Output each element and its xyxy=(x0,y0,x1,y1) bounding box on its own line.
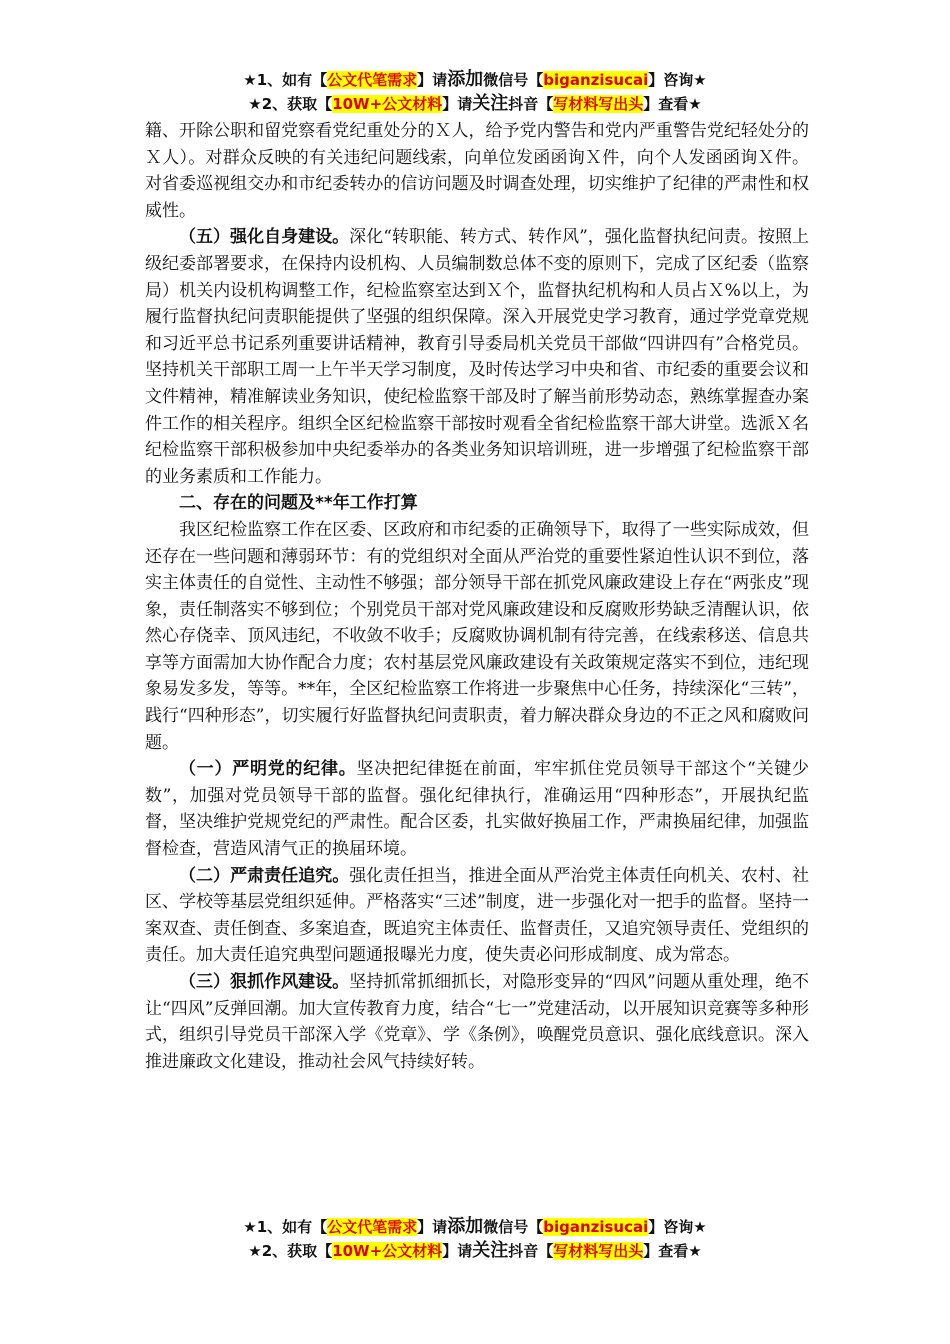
section-title: （五）强化自身建设。 xyxy=(179,227,350,248)
highlight-service: 公文代笔需求 xyxy=(327,1218,418,1236)
promo-line-1: ★1、如有【公文代笔需求】请添加微信号【biganzisucai】咨询★ xyxy=(243,1216,707,1237)
promo-line-1: ★1、如有【公文代笔需求】请添加微信号【biganzisucai】咨询★ xyxy=(243,69,707,90)
highlight-materials: 10W+公文材料 xyxy=(332,1242,443,1260)
paragraph-work-style: （三）狠抓作风建设。坚持抓常抓细抓长，对隐形变异的“四风”问题从重处理，绝不让“四风”反弹回潮。加大宣传教育力度，结合“七一”党建活动，以开展知识竞赛等多种形式，组织引导党员干部深入学《党章》、学《条例》，唤醒党员意识、强化底线意识。深入推进廉政文化建设，推动社会风气持续好转。 xyxy=(145,972,809,1072)
highlight-materials: 10W+公文材料 xyxy=(332,95,443,113)
promo-line-2: ★2、获取【10W+公文材料】请关注抖音【写材料写出头】查看★ xyxy=(248,93,702,114)
highlight-wechat-id: biganzisucai xyxy=(543,1218,649,1236)
section-title: （三）狠抓作风建设。 xyxy=(179,972,350,992)
paragraph-problems: 我区纪检监察工作在区委、区政府和市纪委的正确领导下，取得了一些实际成效，但还存在一些问题和薄弱环节：有的党组织对全面从严治党的重要性紧迫性认识不到位，落实主体责任的自觉性、主动性不够强；部分领导干部在抓党风廉政建设上存在“两张皮”现象，责任制落实不够到位；个别党员干部对党风廉政建设和反腐败形势缺乏清醒认识，依然心存侥幸、顶风违纪，不收敛不收手；反腐败协调机制有待完善，在线索移送、信息共享等方面需加大协作配合力度；农村基层党风廉政建设有关政策规定落实不到位，违纪现象易发多发，等等。**年，全区纪检监察工作将进一步聚焦中心任务，持续深化“三转”，践行“四种形态”，切实履行好监督执纪问责职责，着力解决群众身边的不正之风和腐败问题。 xyxy=(145,519,809,753)
paragraph-continued: 籍、开除公职和留党察看党纪重处分的Ｘ人，给予党内警告和党内严重警告党纪轻处分的Ｘ人）。对群众反映的有关违纪问题线索，向单位发函函询Ｘ件，向个人发函函询Ｘ件。对省委巡视组交办和市纪委转办的信访问题及时调查处理，切实维护了纪律的严肃性和权威性。 xyxy=(145,121,809,221)
paragraph-accountability: （二）严肃责任追究。强化责任担当，推进全面从严治党主体责任向机关、农村、社区、学校等基层党组织延伸。严格落实“三述”制度，进一步强化对一把手的监督。坚持一案双查、责任倒查、多案追查，既追究主体责任、监督责任，又追究领导责任、党组织的责任。加大责任追究典型问题通报曝光力度，使失责必问形成制度、成为常态。 xyxy=(145,865,810,966)
section-title: （二）严肃责任追究。 xyxy=(179,865,350,886)
highlight-service: 公文代笔需求 xyxy=(327,71,418,89)
promo-banner-bottom xyxy=(0,1215,950,1263)
paragraph-discipline: （一）严明党的纪律。坚决把纪律挺在前面，牢牢抓住党员领导干部这个“关键少数”，加强对党员领导干部的监督。强化纪律执行，准确运用“四种形态”，开展执纪监督，坚决维护党规党纪的严肃性。配合区委，扎实做好换届工作，严肃换届纪律，加强监督检查，营造风清气正的换届环境。 xyxy=(145,759,809,860)
highlight-douyin: 写材料写出头 xyxy=(553,95,644,113)
paragraph-self-building: （五）强化自身建设。深化“转职能、转方式、转作风”，强化监督执纪问责。按照上级纪委部署要求，在保持内设机构、人员编制数总体不变的原则下，完成了区纪委（监察局）机关内设机构调整工作，纪检监察室达到Ｘ个，监督执纪机构和人员占Ｘ%以上，为履行监督执纪问责职能提供了坚强的组织保障。深入开展党史学习教育，通过学党章党规和习近平总书记系列重要讲话精神，教育引导委局机关党员干部做“四讲四有”合格党员。坚持机关干部职工周一上午半天学习制度，及时传达学习中央和省、市纪委的重要会议和文件精神，精准解读业务知识，使纪检监察干部及时了解当前形势动态，熟练掌握查办案件工作的相关程序。组织全区纪检监察干部按时观看全省纪检监察干部大讲堂。选派Ｘ名纪检监察干部积极参加中央纪委举办的各类业务知识培训班，进一步增强了纪检监察干部的业务素质和工作能力。 xyxy=(145,227,809,487)
document-body xyxy=(145,118,809,1075)
section-title: （一）严明党的纪律。 xyxy=(179,759,357,780)
highlight-wechat-id: biganzisucai xyxy=(543,71,649,89)
highlight-douyin: 写材料写出头 xyxy=(553,1242,644,1260)
section-heading-2: 二、存在的问题及**年工作打算 xyxy=(179,493,418,514)
promo-banner-top xyxy=(0,68,950,116)
promo-line-2: ★2、获取【10W+公文材料】请关注抖音【写材料写出头】查看★ xyxy=(248,1240,702,1261)
